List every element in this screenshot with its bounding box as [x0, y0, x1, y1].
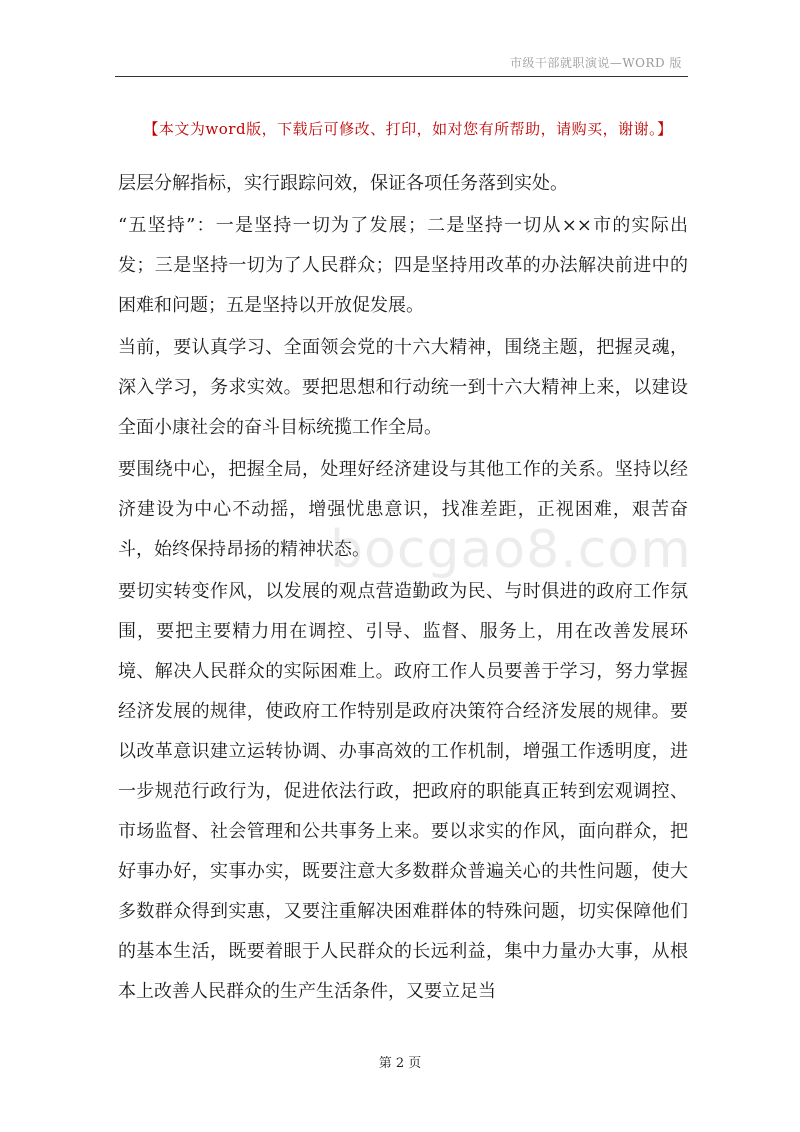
document-body — [118, 164, 688, 1014]
document-header: 市级干部就职演说—WORD 版 — [509, 56, 682, 70]
watermark: bocgao8.com — [330, 520, 692, 580]
header-divider — [115, 76, 688, 77]
page-number: 第 2 页 — [378, 1056, 422, 1071]
paragraph-1: 层层分解指标，实行跟踪问效，保证各项任务落到实处。 — [118, 173, 568, 194]
paragraph-4: 要围绕中心，把握全局，处理好经济建设与其他工作的关系。坚持以经济建设为中心不动摇，增强忧患意识，找准差距，正视困难，艰苦奋斗，始终保持昂扬的精神状态。 — [118, 459, 688, 560]
paragraph-2: “五坚持”：一是坚持一切为了发展；二是坚持一切从××市的实际出发；三是坚持一切为了人民群众；四是坚持用改革的办法解决前进中的困难和问题；五是坚持以开放促发展。 — [118, 215, 688, 316]
paragraph-5: 要切实转变作风，以发展的观点营造勤政为民、与时俱进的政府工作氛围，要把主要精力用在调控、引导、监督、服务上，用在改善发展环境、解决人民群众的实际困难上。政府工作人员要善于学习，努力掌握经济发展的规律，使政府工作特别是政府决策符合经济发展的规律。要以改革意识建立运转协调、办事高效的工作机制，增强工作透明度，进一步规范行政行为，促进依法行政，把政府的职能真正转到宏观调控、市场监督、社会管理和公共事务上来。要以求实的作风，面向群众，把好事办好，实事办实，既要注意大多数群众普遍关心的共性问题，使大多数群众得到实惠，又要注重解决困难群体的特殊问题，切实保障他们的基本生活，既要着眼于人民群众的长远利益，集中力量办大事，从根本上改善人民群众的生产生活条件，又要立足当 — [118, 581, 688, 1002]
paragraph-3: 当前，要认真学习、全面领会党的十六大精神，围绕主题，把握灵魂，深入学习，务求实效。要把思想和行动统一到十六大精神上来，以建设全面小康社会的奋斗目标统揽工作全局。 — [118, 337, 688, 438]
download-notice: 【本文为word版，下载后可修改、打印，如对您有所帮助，请购买，谢谢。】 — [143, 120, 673, 138]
